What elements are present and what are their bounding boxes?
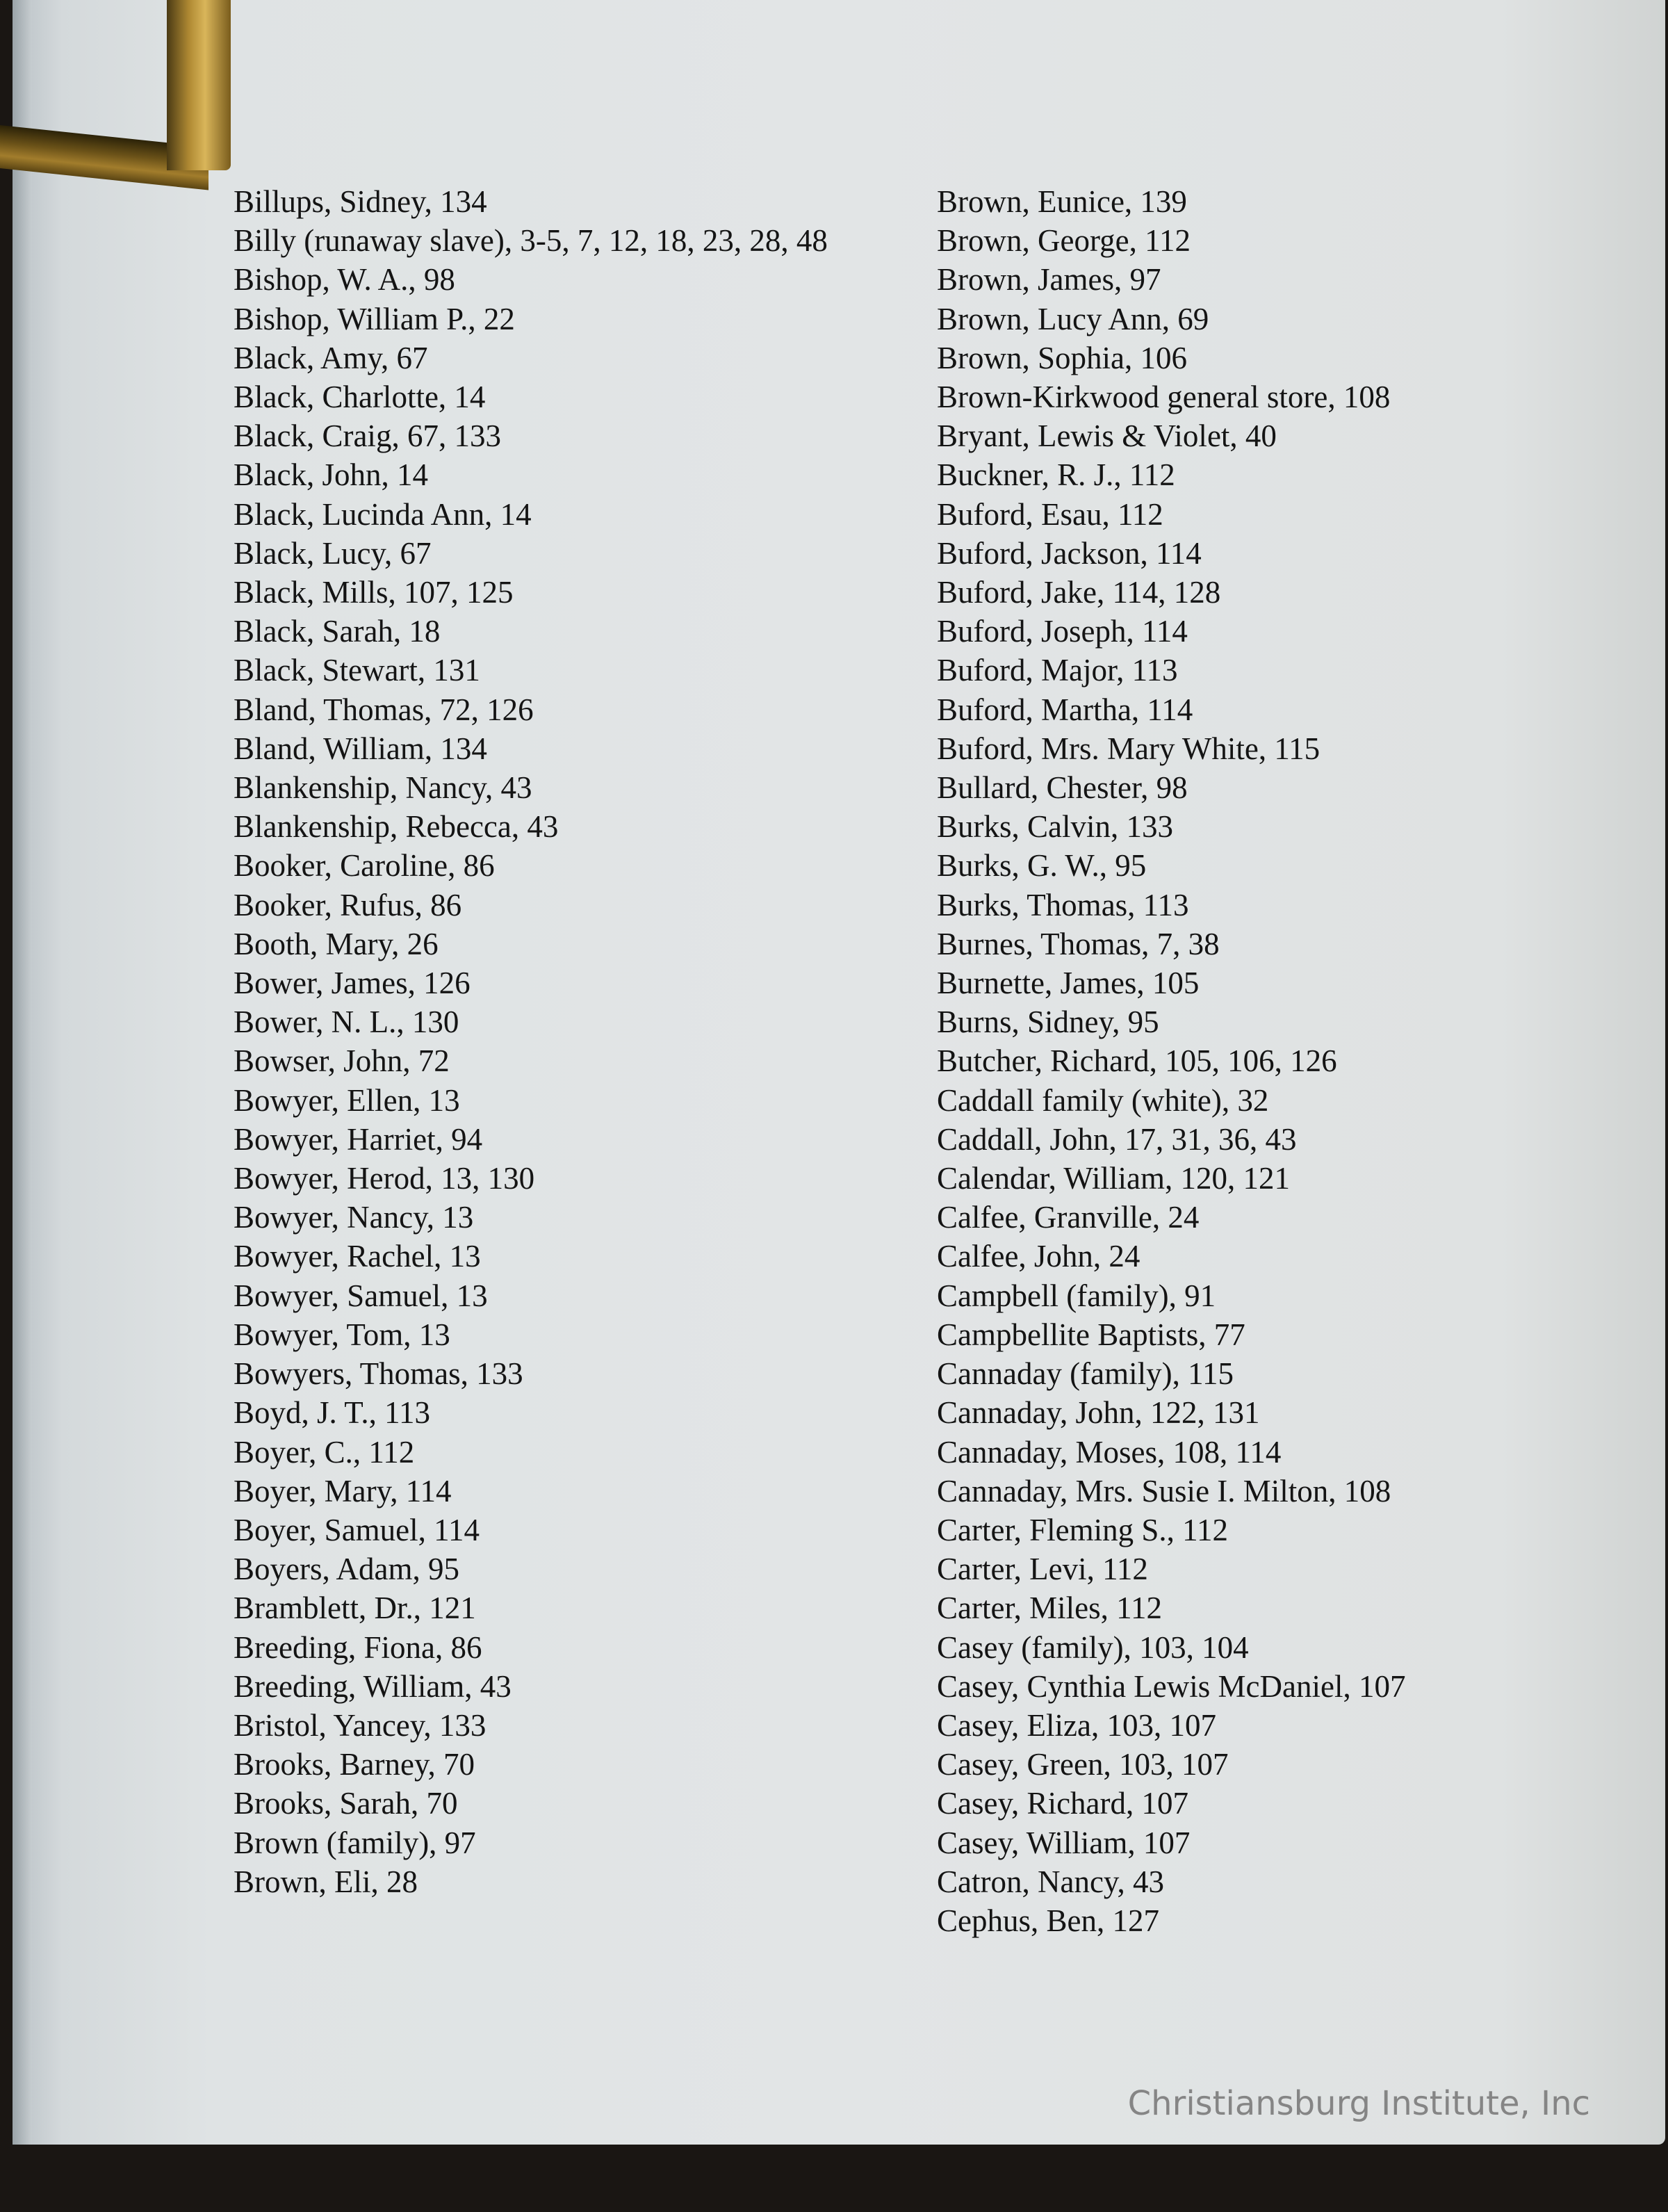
index-entry: Bramblett, Dr., 121 xyxy=(234,1591,476,1626)
index-entry: Butcher, Richard, 105, 106, 126 xyxy=(937,1043,1337,1079)
index-entry: Buford, Major, 113 xyxy=(937,653,1178,688)
index-entry: Cannaday, Mrs. Susie I. Milton, 108 xyxy=(937,1473,1391,1508)
index-entry: Black, Lucy, 67 xyxy=(234,535,432,571)
index-entry: Caddall, John, 17, 31, 36, 43 xyxy=(937,1121,1297,1157)
index-entry: Calendar, William, 120, 121 xyxy=(937,1161,1290,1196)
index-entry: Bowyer, Ellen, 13 xyxy=(234,1082,460,1118)
index-entry: Black, Mills, 107, 125 xyxy=(234,575,514,610)
index-entry: Bullard, Chester, 98 xyxy=(937,770,1188,806)
index-entry: Casey, Green, 103, 107 xyxy=(937,1747,1229,1782)
index-entry: Campbellite Baptists, 77 xyxy=(937,1317,1245,1352)
index-entry: Brooks, Barney, 70 xyxy=(234,1747,475,1782)
index-entry: Bowyer, Samuel, 13 xyxy=(234,1278,488,1313)
index-entry: Black, Charlotte, 14 xyxy=(234,380,486,415)
index-entry: Buford, Jake, 114, 128 xyxy=(937,575,1221,610)
index-entry: Black, Amy, 67 xyxy=(234,340,428,375)
index-entry: Billy (runaway slave), 3-5, 7, 12, 18, 23, 28, 48 xyxy=(234,223,828,259)
index-entry: Bowyer, Tom, 13 xyxy=(234,1317,450,1352)
index-entry: Boyd, J. T., 113 xyxy=(234,1395,430,1431)
index-entry: Carter, Fleming S., 112 xyxy=(937,1512,1228,1547)
index-entry: Calfee, Granville, 24 xyxy=(937,1200,1200,1235)
index-entry: Casey (family), 103, 104 xyxy=(937,1629,1249,1665)
index-entry: Carter, Miles, 112 xyxy=(937,1591,1162,1626)
index-entry: Black, John, 14 xyxy=(234,457,428,493)
index-entry: Burnes, Thomas, 7, 38 xyxy=(937,926,1220,961)
index-entry: Casey, Eliza, 103, 107 xyxy=(937,1707,1216,1743)
index-entry: Cannaday (family), 115 xyxy=(937,1356,1234,1392)
index-entry: Booker, Caroline, 86 xyxy=(234,848,495,884)
index-entry: Breeding, William, 43 xyxy=(234,1668,512,1704)
index-entry: Burks, Thomas, 113 xyxy=(937,887,1189,922)
index-entry: Bristol, Yancey, 133 xyxy=(234,1707,486,1743)
index-entry: Buford, Joseph, 114 xyxy=(937,614,1188,649)
index-entry: Brown, Lucy Ann, 69 xyxy=(937,301,1209,336)
index-entry: Bowyer, Harriet, 94 xyxy=(234,1121,483,1157)
index-entry: Cannaday, Moses, 108, 114 xyxy=(937,1434,1282,1470)
index-entry: Brown-Kirkwood general store, 108 xyxy=(937,380,1391,415)
index-entry: Billups, Sidney, 134 xyxy=(234,184,487,219)
index-entry: Buford, Jackson, 114 xyxy=(937,535,1202,571)
index-entry: Booth, Mary, 26 xyxy=(234,926,439,961)
index-entry: Boyer, C., 112 xyxy=(234,1434,415,1470)
index-entry: Bland, Thomas, 72, 126 xyxy=(234,692,534,727)
index-right-column xyxy=(937,182,1632,1940)
index-entry: Burnette, James, 105 xyxy=(937,966,1200,1001)
index-entry: Cannaday, John, 122, 131 xyxy=(937,1395,1260,1431)
index-entry: Black, Lucinda Ann, 14 xyxy=(234,496,532,532)
index-entry: Casey, William, 107 xyxy=(937,1825,1191,1860)
index-entry: Black, Sarah, 18 xyxy=(234,614,441,649)
index-entry: Buckner, R. J., 112 xyxy=(937,457,1175,493)
index-entry: Brown, Sophia, 106 xyxy=(937,340,1187,375)
index-entry: Caddall family (white), 32 xyxy=(937,1082,1269,1118)
index-entry: Burks, G. W., 95 xyxy=(937,848,1147,884)
index-entry: Cephus, Ben, 127 xyxy=(937,1903,1159,1938)
index-entry: Buford, Martha, 114 xyxy=(937,692,1193,727)
index-entry: Brown (family), 97 xyxy=(234,1825,476,1860)
index-entry: Brooks, Sarah, 70 xyxy=(234,1786,458,1821)
index-entry: Brown, Eunice, 139 xyxy=(937,184,1187,219)
index-entry: Bowyer, Rachel, 13 xyxy=(234,1239,481,1274)
index-entry: Bowyer, Nancy, 13 xyxy=(234,1200,474,1235)
index-entry: Boyer, Mary, 114 xyxy=(234,1473,452,1508)
index-entry: Bowyers, Thomas, 133 xyxy=(234,1356,523,1392)
index-entry: Burks, Calvin, 133 xyxy=(937,809,1174,845)
index-entry: Bland, William, 134 xyxy=(234,731,487,766)
index-entry: Catron, Nancy, 43 xyxy=(937,1864,1164,1899)
index-entry: Black, Craig, 67, 133 xyxy=(234,418,501,454)
index-entry: Buford, Esau, 112 xyxy=(937,496,1163,532)
index-left-column xyxy=(234,182,859,1901)
index-entry: Brown, George, 112 xyxy=(937,223,1191,259)
index-entry: Bryant, Lewis & Violet, 40 xyxy=(937,418,1277,454)
index-entry: Carter, Levi, 112 xyxy=(937,1552,1148,1587)
index-entry: Buford, Mrs. Mary White, 115 xyxy=(937,731,1320,766)
index-entry: Blankenship, Nancy, 43 xyxy=(234,770,532,806)
index-entry: Breeding, Fiona, 86 xyxy=(234,1629,482,1665)
index-entry: Bowyer, Herod, 13, 130 xyxy=(234,1161,535,1196)
page-edge xyxy=(13,0,32,2145)
index-entry: Boyer, Samuel, 114 xyxy=(234,1512,480,1547)
index-entry: Casey, Cynthia Lewis McDaniel, 107 xyxy=(937,1668,1406,1704)
index-entry: Blankenship, Rebecca, 43 xyxy=(234,809,559,845)
watermark-text: Christiansburg Institute, Inc xyxy=(1127,2084,1590,2123)
index-entry: Bower, James, 126 xyxy=(234,966,471,1001)
index-entry: Boyers, Adam, 95 xyxy=(234,1552,459,1587)
index-entry: Casey, Richard, 107 xyxy=(937,1786,1188,1821)
index-entry: Booker, Rufus, 86 xyxy=(234,887,462,922)
index-entry: Bishop, William P., 22 xyxy=(234,301,515,336)
index-entry: Bower, N. L., 130 xyxy=(234,1005,459,1040)
index-entry: Brown, Eli, 28 xyxy=(234,1864,418,1899)
index-entry: Black, Stewart, 131 xyxy=(234,653,480,688)
index-entry: Bishop, W. A., 98 xyxy=(234,262,455,298)
index-entry: Burns, Sidney, 95 xyxy=(937,1005,1159,1040)
index-entry: Calfee, John, 24 xyxy=(937,1239,1140,1274)
binder-clip xyxy=(0,0,234,174)
index-entry: Campbell (family), 91 xyxy=(937,1278,1216,1313)
index-entry: Brown, James, 97 xyxy=(937,262,1161,298)
index-entry: Bowser, John, 72 xyxy=(234,1043,450,1079)
